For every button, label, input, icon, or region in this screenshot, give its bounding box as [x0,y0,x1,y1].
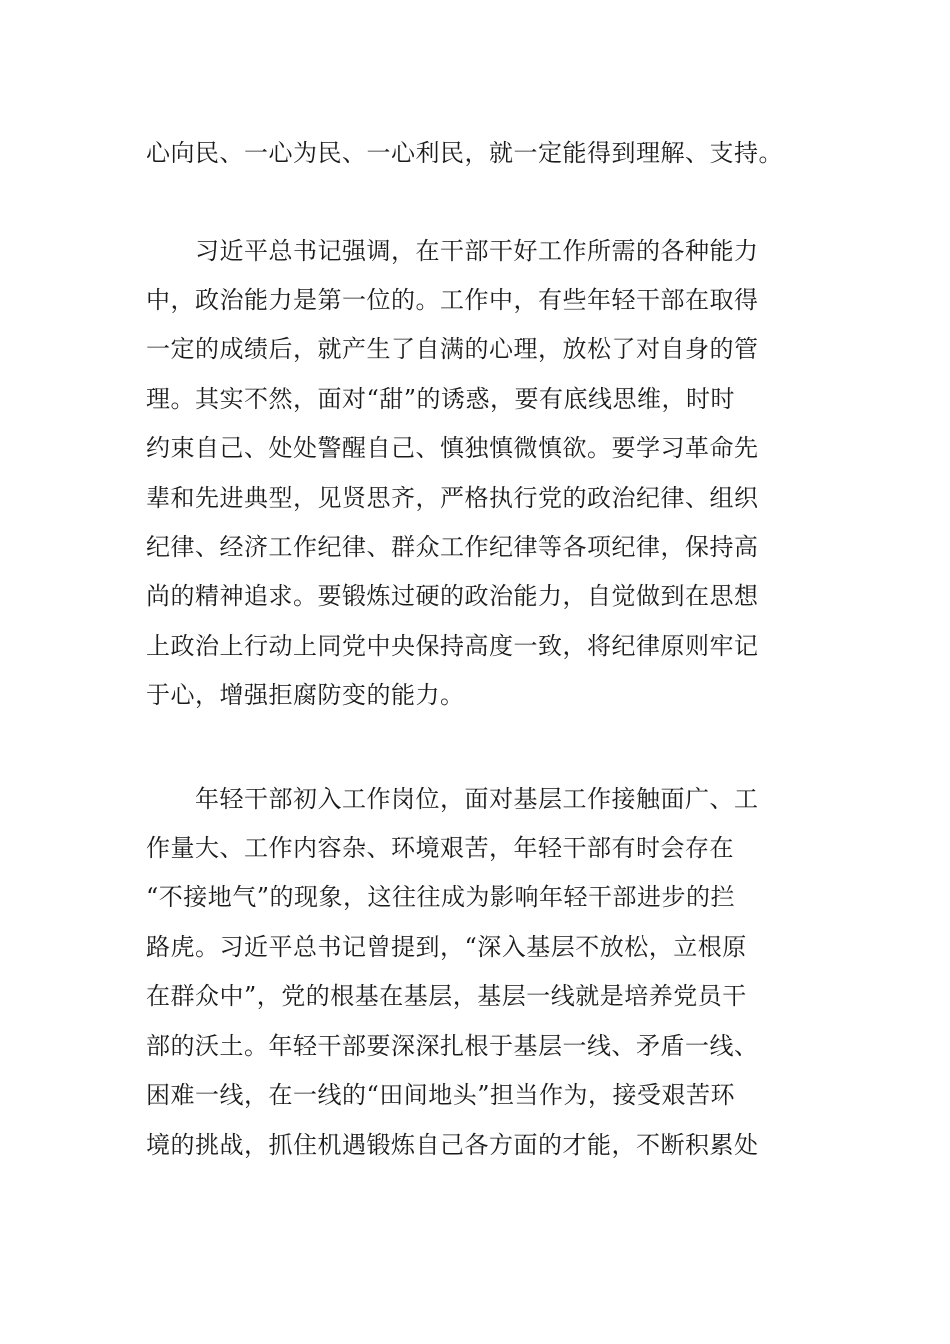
paragraph-2-line-5: 约束自己、处处警醒自己、慎独慎微慎欲。要学习革命先 [146,434,759,462]
paragraph-3-line-1: 年轻干部初入工作岗位，面对基层工作接触面广、工 [146,785,759,813]
paragraph-2-line-6: 辈和先进典型，见贤思齐，严格执行党的政治纪律、组织 [146,484,759,512]
paragraph-2-line-3: 一定的成绩后，就产生了自满的心理，放松了对自身的管 [146,335,759,363]
paragraph-2-line-8: 尚的精神追求。要锻炼过硬的政治能力，自觉做到在思想 [146,582,759,610]
paragraph-3-line-3: “不接地气”的现象，这往往成为影响年轻干部进步的拦 [146,883,736,911]
paragraph-3-line-6: 部的沃土。年轻干部要深深扎根于基层一线、矛盾一线、 [146,1032,759,1060]
paragraph-2-line-9: 上政治上行动上同党中央保持高度一致，将纪律原则牢记 [146,632,759,660]
paragraph-2-line-7: 纪律、经济工作纪律、群众工作纪律等各项纪律，保持高 [146,533,759,561]
paragraph-2-line-4: 理。其实不然，面对“甜”的诱惑，要有底线思维，时时 [146,385,736,413]
paragraph-2-line-1: 习近平总书记强调，在干部干好工作所需的各种能力 [146,237,759,265]
paragraph-3-line-7: 困难一线，在一线的“田间地头”担当作为，接受艰苦环 [146,1081,736,1109]
paragraph-2-line-10: 于心，增强拒腐防变的能力。 [146,681,465,709]
paragraph-2-line-2: 中，政治能力是第一位的。工作中，有些年轻干部在取得 [146,286,759,314]
paragraph-3-line-2: 作量大、工作内容杂、环境艰苦，年轻干部有时会存在 [146,834,734,862]
paragraph-3-line-8: 境的挑战，抓住机遇锻炼自己各方面的才能，不断积累处 [146,1131,759,1159]
paragraph-3-line-4: 路虎。习近平总书记曾提到，“深入基层不放松，立根原 [146,933,747,961]
paragraph-1-line-1: 心向民、一心为民、一心利民，就一定能得到理解、支持。 [146,139,783,167]
paragraph-3-line-5: 在群众中”，党的根基在基层，基层一线就是培养党员干 [146,982,747,1010]
